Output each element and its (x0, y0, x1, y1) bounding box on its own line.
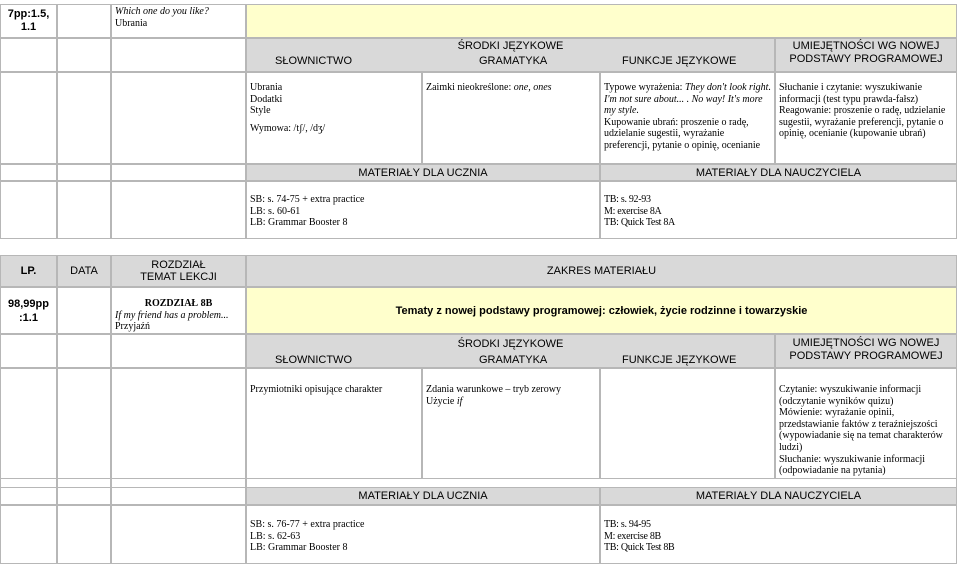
materialy-ucznia: SB: s. 76-77 + extra practice LB: s. 62-63 LB: Grammar Booster 8 (246, 505, 600, 564)
empty-cell (111, 368, 246, 479)
functions-rest: Kupowanie ubrań: proszenie o radę, udzielanie sugestii, wyrażanie preferencji, pytanie o opinię, ocenianie (604, 116, 761, 151)
empty-cell (57, 334, 111, 368)
empty-cell (0, 38, 57, 72)
vocab-item: Przymiotniki opisujące charakter (250, 384, 383, 395)
empty-cell (0, 368, 57, 479)
gramatyka-header: GRAMATYKA (479, 354, 548, 366)
umiejetnosci-header: UMIEJĘTNOŚCI WG NOWEJ PODSTAWY PROGRAMOWEJ (789, 337, 943, 362)
umiejetnosci-cell: Czytanie: wyszukiwanie informacji (odczytanie wyników quizu) Mówienie: wyrażanie opinii, przedstawianie faktów z teraźniejszości (wypowiadanie się na temat charakterów ludzi) Słuchanie: wyszukiwanie informacji (odpowiadanie na pytania) (775, 368, 957, 479)
grammar-text: Zaimki nieokreślone: (426, 82, 514, 93)
empty-cell (57, 479, 111, 487)
empty-cell (57, 505, 111, 564)
functions-text: Typowe wyrażenia: (604, 82, 685, 93)
slownictwo-cell (246, 368, 422, 479)
empty-cell (57, 164, 111, 181)
lesson-subtitle: If my friend has a problem... (115, 309, 229, 321)
gramatyka-cell (422, 368, 600, 479)
slownictwo-cell (246, 72, 422, 164)
zakres-header: ZAKRES MATERIAŁU (246, 255, 957, 287)
grammar-text: Zdania warunkowe – tryb zerowy (426, 384, 561, 395)
umiejetnosci-header: UMIEJĘTNOŚCI WG NOWEJ PODSTAWY PROGRAMOWEJ (789, 40, 943, 65)
date-cell (57, 287, 111, 334)
vocab-item: Style (250, 105, 271, 117)
empty-cell (57, 38, 111, 72)
pronunciation: Wymowa: /tʃ/, /dʒ/ (250, 122, 326, 134)
funkcje-header: FUNKCJE JĘZYKOWE (622, 55, 737, 67)
slownictwo-header: SŁOWNICTWO (275, 55, 352, 67)
srodki-header: ŚRODKI JĘZYKOWE (457, 40, 564, 52)
materialy-nauczyciela: TB: s. 94-95 M: exercise 8B TB: Quick Test 8B (600, 505, 957, 564)
grammar-example: if (456, 395, 463, 407)
grammar-usage: Użycie (426, 395, 457, 407)
srodki-header: ŚRODKI JĘZYKOWE (457, 338, 564, 350)
empty-cell (111, 487, 246, 505)
rozdzial-header: ROZDZIAŁ TEMAT LEKCJI (111, 255, 246, 287)
vocab-item: Ubrania (250, 82, 283, 93)
empty-cell (0, 181, 57, 239)
lp-header: LP. (0, 255, 57, 287)
empty-cell (0, 72, 57, 164)
funkcje-header: FUNKCJE JĘZYKOWE (622, 354, 737, 366)
empty-cell (0, 164, 57, 181)
umiejetnosci-cell: Słuchanie i czytanie: wyszukiwanie informacji (test typu prawda-fałsz) Reagowanie: proszenie o radę, udzielanie sugestii, wyrażanie preferencji, pytanie o opinię, ocenianie (kupowanie ubrań) (775, 72, 957, 164)
empty-cell (0, 505, 57, 564)
empty-cell (111, 479, 246, 487)
lesson-number: 98,99pp :1.1 (0, 287, 57, 334)
funkcje-cell (600, 72, 775, 164)
tematy-cell: Tematy z nowej podstawy programowej: człowiek, życie rodzinne i towarzyskie (246, 287, 957, 334)
srodki-header-cell (246, 334, 775, 368)
date-cell (57, 4, 111, 38)
materialy-nauczyciela-header: MATERIAŁY DLA NAUCZYCIELA (600, 164, 957, 181)
topics-cell (246, 4, 957, 38)
srodki-header-cell (246, 38, 775, 72)
slownictwo-header: SŁOWNICTWO (275, 354, 352, 366)
empty-cell (111, 38, 246, 72)
materialy-ucznia-header: MATERIAŁY DLA UCZNIA (246, 487, 600, 505)
data-header: DATA (57, 255, 111, 287)
empty-cell (57, 368, 111, 479)
gramatyka-header: GRAMATYKA (479, 55, 548, 67)
grammar-example: one, ones (513, 82, 552, 93)
materialy-ucznia-header: MATERIAŁY DLA UCZNIA (246, 164, 600, 181)
gramatyka-cell (422, 72, 600, 164)
empty-cell (57, 181, 111, 239)
materialy-nauczyciela-header: MATERIAŁY DLA NAUCZYCIELA (600, 487, 957, 505)
materialy-ucznia: SB: s. 74-75 + extra practice LB: s. 60-61 LB: Grammar Booster 8 (246, 181, 600, 239)
materialy-nauczyciela: TB: s. 92-93 M: exercise 8A TB: Quick Test 8A (600, 181, 957, 239)
lesson-topic-cell (111, 287, 246, 334)
lesson-number: 7pp:1.5, 1.1 (0, 4, 57, 38)
empty-cell (111, 334, 246, 368)
umiejetnosci-header-cell (775, 334, 957, 368)
empty-cell (111, 181, 246, 239)
empty-cell (57, 487, 111, 505)
empty-cell (246, 479, 957, 487)
lesson-subtitle: Which one do you like? (115, 6, 209, 17)
lesson-title: Przyjaźń (115, 321, 150, 333)
lesson-title: Ubrania (115, 17, 148, 29)
empty-cell (0, 487, 57, 505)
empty-cell (0, 479, 57, 487)
functions-examples: They don't look right. I'm not sure about... . No way! It's more my style. (604, 82, 771, 117)
empty-cell (111, 72, 246, 164)
funkcje-cell (600, 368, 775, 479)
empty-cell (57, 72, 111, 164)
umiejetnosci-header-cell (775, 38, 957, 72)
empty-cell (0, 334, 57, 368)
chapter-title: ROZDZIAŁ 8B (144, 298, 213, 309)
empty-cell (111, 164, 246, 181)
empty-cell (111, 505, 246, 564)
lesson-topic-cell (111, 4, 246, 38)
vocab-item: Dodatki (250, 93, 283, 105)
